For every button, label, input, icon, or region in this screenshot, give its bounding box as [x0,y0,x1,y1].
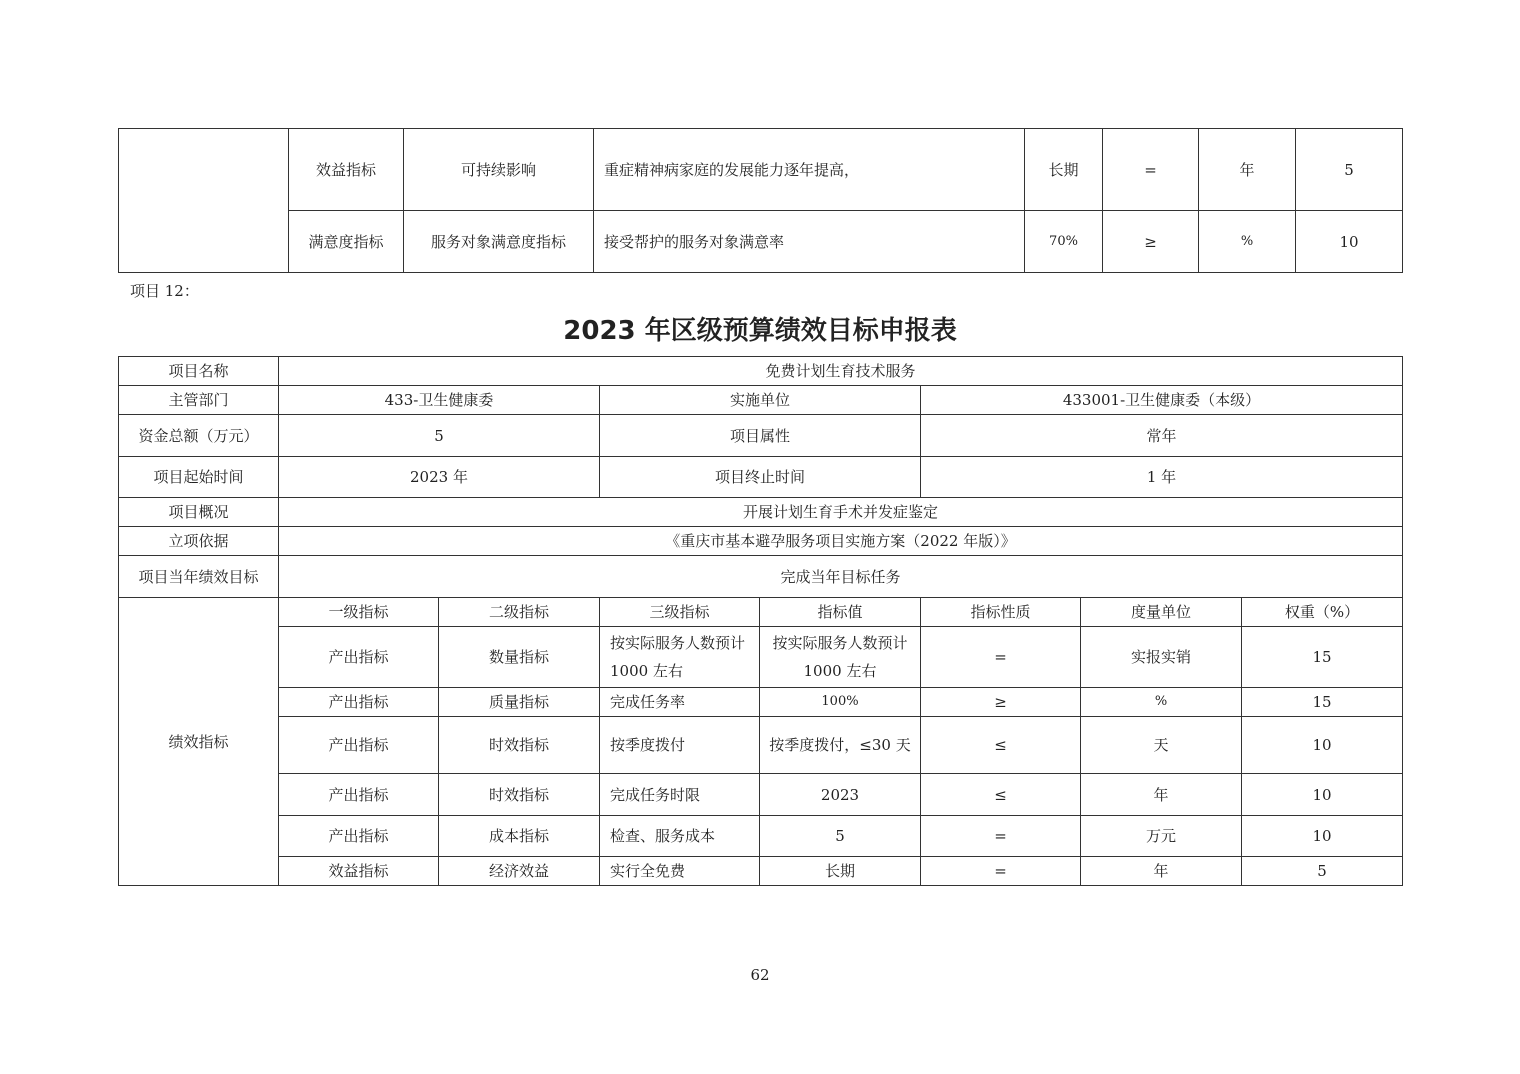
table-row [119,627,1403,688]
cell: = [1103,129,1199,211]
cell: 15 [1242,627,1403,688]
cell: 《重庆市基本避孕服务项目实施方案（2022 年版）》 [279,527,1403,556]
cell: % [1081,688,1242,717]
cell: 5 [1296,129,1403,211]
table-row [119,129,1403,211]
cell: 项目终止时间 [600,457,921,498]
cell: 项目属性 [600,415,921,457]
cell: ≥ [921,688,1081,717]
cell: 可持续影响 [404,129,594,211]
section-label: 绩效指标 [119,598,279,886]
table-row [119,717,1403,774]
cell: = [921,857,1081,886]
cell: 100% [760,688,921,717]
header-cell: 二级指标 [439,598,600,627]
cell: % [1199,211,1296,273]
cell: 项目名称 [119,357,279,386]
cell: 立项依据 [119,527,279,556]
cell: 10 [1242,816,1403,857]
cell: 15 [1242,688,1403,717]
budget-target-table [118,356,1403,886]
table-row [119,598,1403,627]
cell: 年 [1081,774,1242,816]
cell: 效益指标 [289,129,404,211]
cell: 按实际服务人数预计 1000 左右 [760,627,921,688]
cell: 70% [1025,211,1103,273]
cell: 年 [1081,857,1242,886]
cell: 完成任务时限 [600,774,760,816]
cell: 10 [1296,211,1403,273]
cell: 检查、服务成本 [600,816,760,857]
cell: 实施单位 [600,386,921,415]
cell: ≥ [1103,211,1199,273]
continued-indicator-table [118,128,1403,273]
cell: 完成任务率 [600,688,760,717]
cell: 项目起始时间 [119,457,279,498]
cell: 实报实销 [1081,627,1242,688]
cell: 开展计划生育手术并发症鉴定 [279,498,1403,527]
cell: 接受帮护的服务对象满意率 [594,211,1025,273]
cell: 经济效益 [439,857,600,886]
cell: 项目当年绩效目标 [119,556,279,598]
cell: 万元 [1081,816,1242,857]
cell: 433-卫生健康委 [279,386,600,415]
table-row [119,688,1403,717]
table-row [119,556,1403,598]
cell: 时效指标 [439,774,600,816]
cell: 按季度拨付 [600,717,760,774]
cell: 年 [1199,129,1296,211]
cell: 质量指标 [439,688,600,717]
cell: 5 [760,816,921,857]
table-row [119,527,1403,556]
cell: = [921,627,1081,688]
table-row [119,816,1403,857]
cell: 长期 [1025,129,1103,211]
cell: 服务对象满意度指标 [404,211,594,273]
table-row [119,457,1403,498]
project-label: 项目 12： [130,282,199,300]
cell: 433001-卫生健康委（本级） [921,386,1403,415]
table-row [119,386,1403,415]
cell: ≤ [921,717,1081,774]
header-cell: 权重（%） [1242,598,1403,627]
cell: 常年 [921,415,1403,457]
header-cell: 度量单位 [1081,598,1242,627]
cell: 资金总额（万元） [119,415,279,457]
table-row [119,498,1403,527]
cell: 主管部门 [119,386,279,415]
cell: 按实际服务人数预计 1000 左右 [600,627,760,688]
cell: 产出指标 [279,717,439,774]
cell: 产出指标 [279,627,439,688]
cell: 10 [1242,774,1403,816]
cell: 完成当年目标任务 [279,556,1403,598]
table-row [119,211,1403,273]
cell: 5 [1242,857,1403,886]
empty-cell [119,129,289,273]
table-row [119,857,1403,886]
cell: 产出指标 [279,816,439,857]
cell: 效益指标 [279,857,439,886]
header-cell: 指标性质 [921,598,1081,627]
table-row [119,357,1403,386]
table-row [119,415,1403,457]
cell: 时效指标 [439,717,600,774]
page-number: 62 [750,966,770,984]
cell: 数量指标 [439,627,600,688]
cell: 项目概况 [119,498,279,527]
cell: 10 [1242,717,1403,774]
cell: 实行全免费 [600,857,760,886]
header-cell: 一级指标 [279,598,439,627]
cell: ≤ [921,774,1081,816]
cell: 产出指标 [279,688,439,717]
cell: 天 [1081,717,1242,774]
cell: 5 [279,415,600,457]
cell: 重症精神病家庭的发展能力逐年提高， [594,129,1025,211]
cell: 1 年 [921,457,1403,498]
cell: 产出指标 [279,774,439,816]
header-cell: 三级指标 [600,598,760,627]
cell: = [921,816,1081,857]
cell: 按季度拨付，≤30 天 [760,717,921,774]
header-cell: 指标值 [760,598,921,627]
table-row [119,774,1403,816]
cell: 2023 [760,774,921,816]
cell: 满意度指标 [289,211,404,273]
cell: 免费计划生育技术服务 [279,357,1403,386]
cell: 长期 [760,857,921,886]
page-title: 2023 年区级预算绩效目标申报表 [563,316,957,346]
cell: 2023 年 [279,457,600,498]
cell: 成本指标 [439,816,600,857]
